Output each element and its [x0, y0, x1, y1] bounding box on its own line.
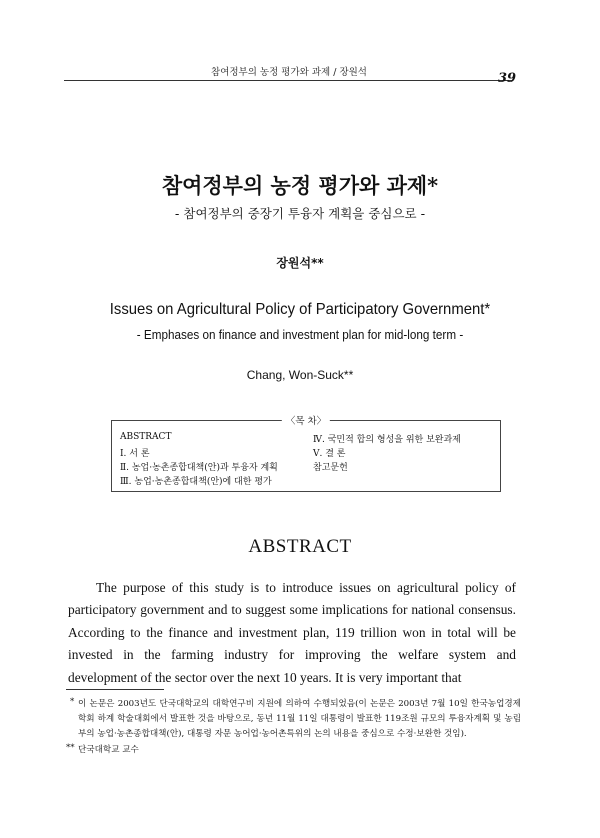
footnote-mark: *	[70, 697, 75, 707]
header-rule	[64, 80, 512, 81]
korean-subtitle: - 참여정부의 중장기 투융자 계획을 중심으로 -	[174, 206, 426, 221]
toc-item: Ⅴ. 결 론	[313, 449, 346, 459]
running-header: 참여정부의 농정 평가와 과제 / 장원석	[211, 67, 367, 78]
footnote: 이 논문은 2003년도 단국대학교의 대학연구비 지원에 의하여 수행되었음(이 논문은 2003년 7월 10일 한국농업경제학회 하계 학술대회에서 발표한 것을 바탕으로, 동년 11월 11일 대통령이 발표한 119조원 규모의 투융자계획 및 농림부의 농업·농촌종합대책(안), 대통령 자문 농어업·농어촌특위의 논의 내용을 중심으로 수정·보완한 것임).	[78, 699, 521, 739]
abstract-heading: ABSTRACT	[248, 536, 352, 557]
toc-item: Ⅳ. 국민적 합의 형성을 위한 보완과제	[313, 435, 461, 445]
toc-item: 참고문헌	[313, 463, 348, 473]
english-title: Issues on Agricultural Policy of Participatory Government*	[109, 301, 491, 318]
toc-item: Ⅲ. 농업·농촌종합대책(안)에 대한 평가	[120, 477, 272, 487]
footnote: 단국대학교 교수	[78, 745, 139, 755]
toc-item: Ⅱ. 농업·농촌종합대책(안)과 투융자 계획	[120, 463, 278, 473]
english-author: Chang, Won-Suck**	[246, 368, 354, 382]
english-subtitle: - Emphases on finance and investment plan for mid-long term -	[136, 327, 464, 342]
footnote-mark: **	[66, 743, 75, 753]
toc-item: ABSTRACT	[120, 432, 172, 442]
abstract-body: The purpose of this study is to introduce issues on agricultural policy of participatory government and to suggest some implications for national consensus. According to the finance and investment plan, 119 trillion won in total will be invested in the farming industry for improving the welfare system and development of the sector over the next 10 years. It is very important that	[68, 580, 516, 685]
toc-heading: 〈목 차〉	[282, 413, 330, 427]
page-number: 39	[498, 71, 517, 86]
footnote-rule	[66, 689, 164, 690]
toc-item: Ⅰ. 서 론	[120, 449, 150, 459]
korean-title: 참여정부의 농정 평가와 과제*	[161, 173, 439, 198]
table-of-contents	[111, 416, 501, 492]
korean-author: 장원석**	[276, 256, 324, 270]
